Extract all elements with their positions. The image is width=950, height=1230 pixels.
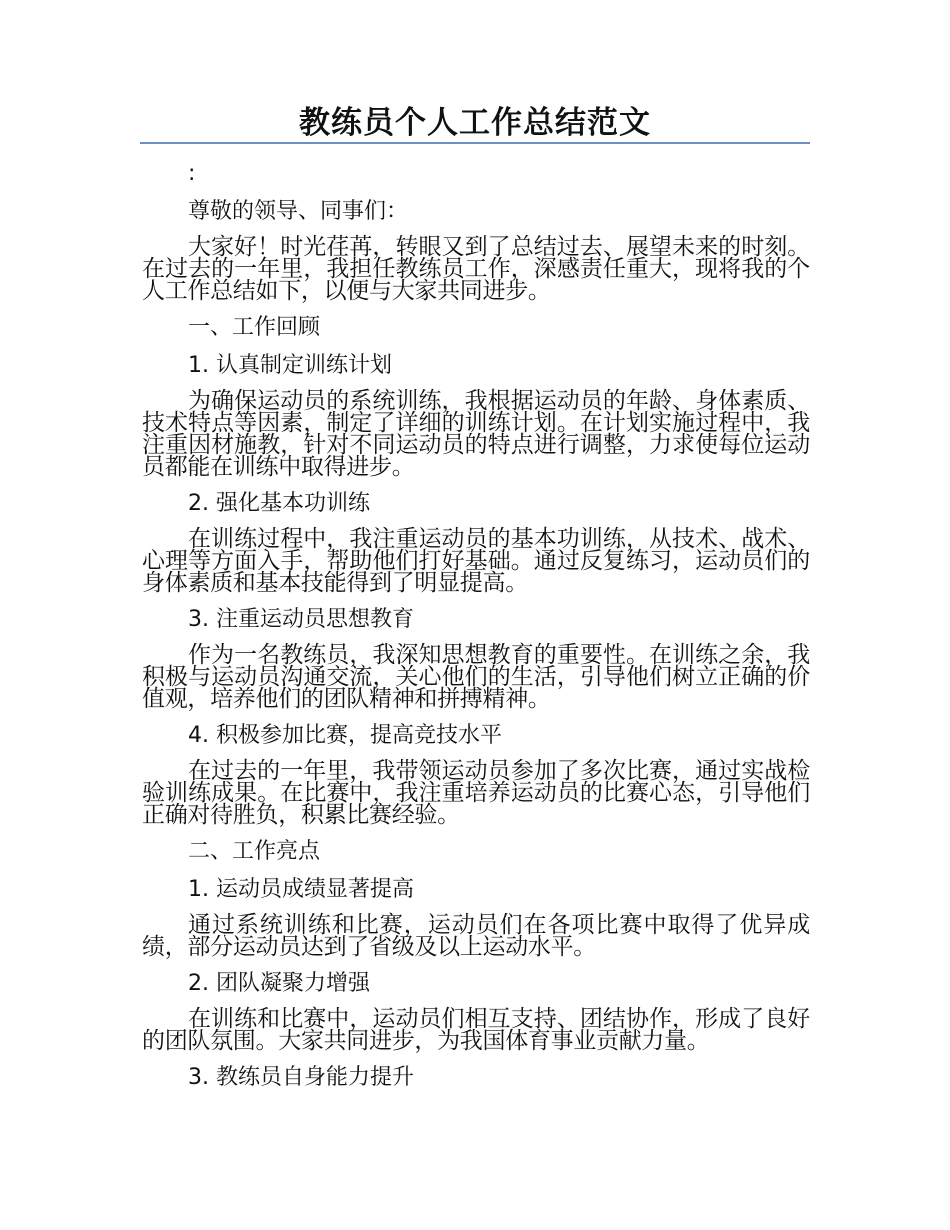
paragraph-greeting: 大家好！时光荏苒，转眼又到了总结过去、展望未来的时刻。在过去的一年里，我担任教练员工作，深感责任重大，现将我的个人工作总结如下，以便与大家共同进步。 [142, 234, 810, 304]
subheading-competitions: 4. 积极参加比赛，提高竞技水平 [188, 723, 502, 748]
subheading-training-plan: 1. 认真制定训练计划 [188, 353, 392, 378]
section-heading-highlights: 二、工作亮点 [188, 839, 321, 864]
paragraph-basic-skills: 在训练过程中，我注重运动员的基本功训练，从技术、战术、心理等方面入手，帮助他们打好基础。通过反复练习，运动员们的身体素质和基本技能得到了明显提高。 [142, 526, 810, 596]
subheading-coach-ability: 3. 教练员自身能力提升 [188, 1065, 414, 1090]
paragraph-athlete-results: 通过系统训练和比赛，运动员们在各项比赛中取得了优异成绩，部分运动员达到了省级及以上运动水平。 [142, 912, 810, 960]
subheading-athlete-results: 1. 运动员成绩显著提高 [188, 877, 414, 902]
salutation: 尊敬的领导、同事们： [188, 199, 409, 224]
leading-colon: : [188, 161, 196, 186]
paragraph-ideological-education: 作为一名教练员，我深知思想教育的重要性。在训练之余，我积极与运动员沟通交流，关心他们的生活，引导他们树立正确的价值观，培养他们的团队精神和拼搏精神。 [142, 642, 810, 712]
document-title: 教练员个人工作总结范文 [140, 102, 810, 144]
document-body [142, 160, 810, 1102]
subheading-ideological-education: 3. 注重运动员思想教育 [188, 607, 414, 632]
section-heading-work-review: 一、工作回顾 [188, 315, 321, 340]
subheading-team-cohesion: 2. 团队凝聚力增强 [188, 971, 370, 996]
paragraph-competitions: 在过去的一年里，我带领运动员参加了多次比赛，通过实战检验训练成果。在比赛中，我注重培养运动员的比赛心态，引导他们正确对待胜负，积累比赛经验。 [142, 758, 810, 828]
paragraph-team-cohesion: 在训练和比赛中，运动员们相互支持、团结协作，形成了良好的团队氛围。大家共同进步，为我国体育事业贡献力量。 [142, 1006, 810, 1054]
paragraph-training-plan: 为确保运动员的系统训练，我根据运动员的年龄、身体素质、技术特点等因素，制定了详细的训练计划。在计划实施过程中，我注重因材施教，针对不同运动员的特点进行调整，力求使每位运动员都能在训练中取得进步。 [142, 388, 810, 480]
subheading-basic-skills: 2. 强化基本功训练 [188, 491, 370, 516]
